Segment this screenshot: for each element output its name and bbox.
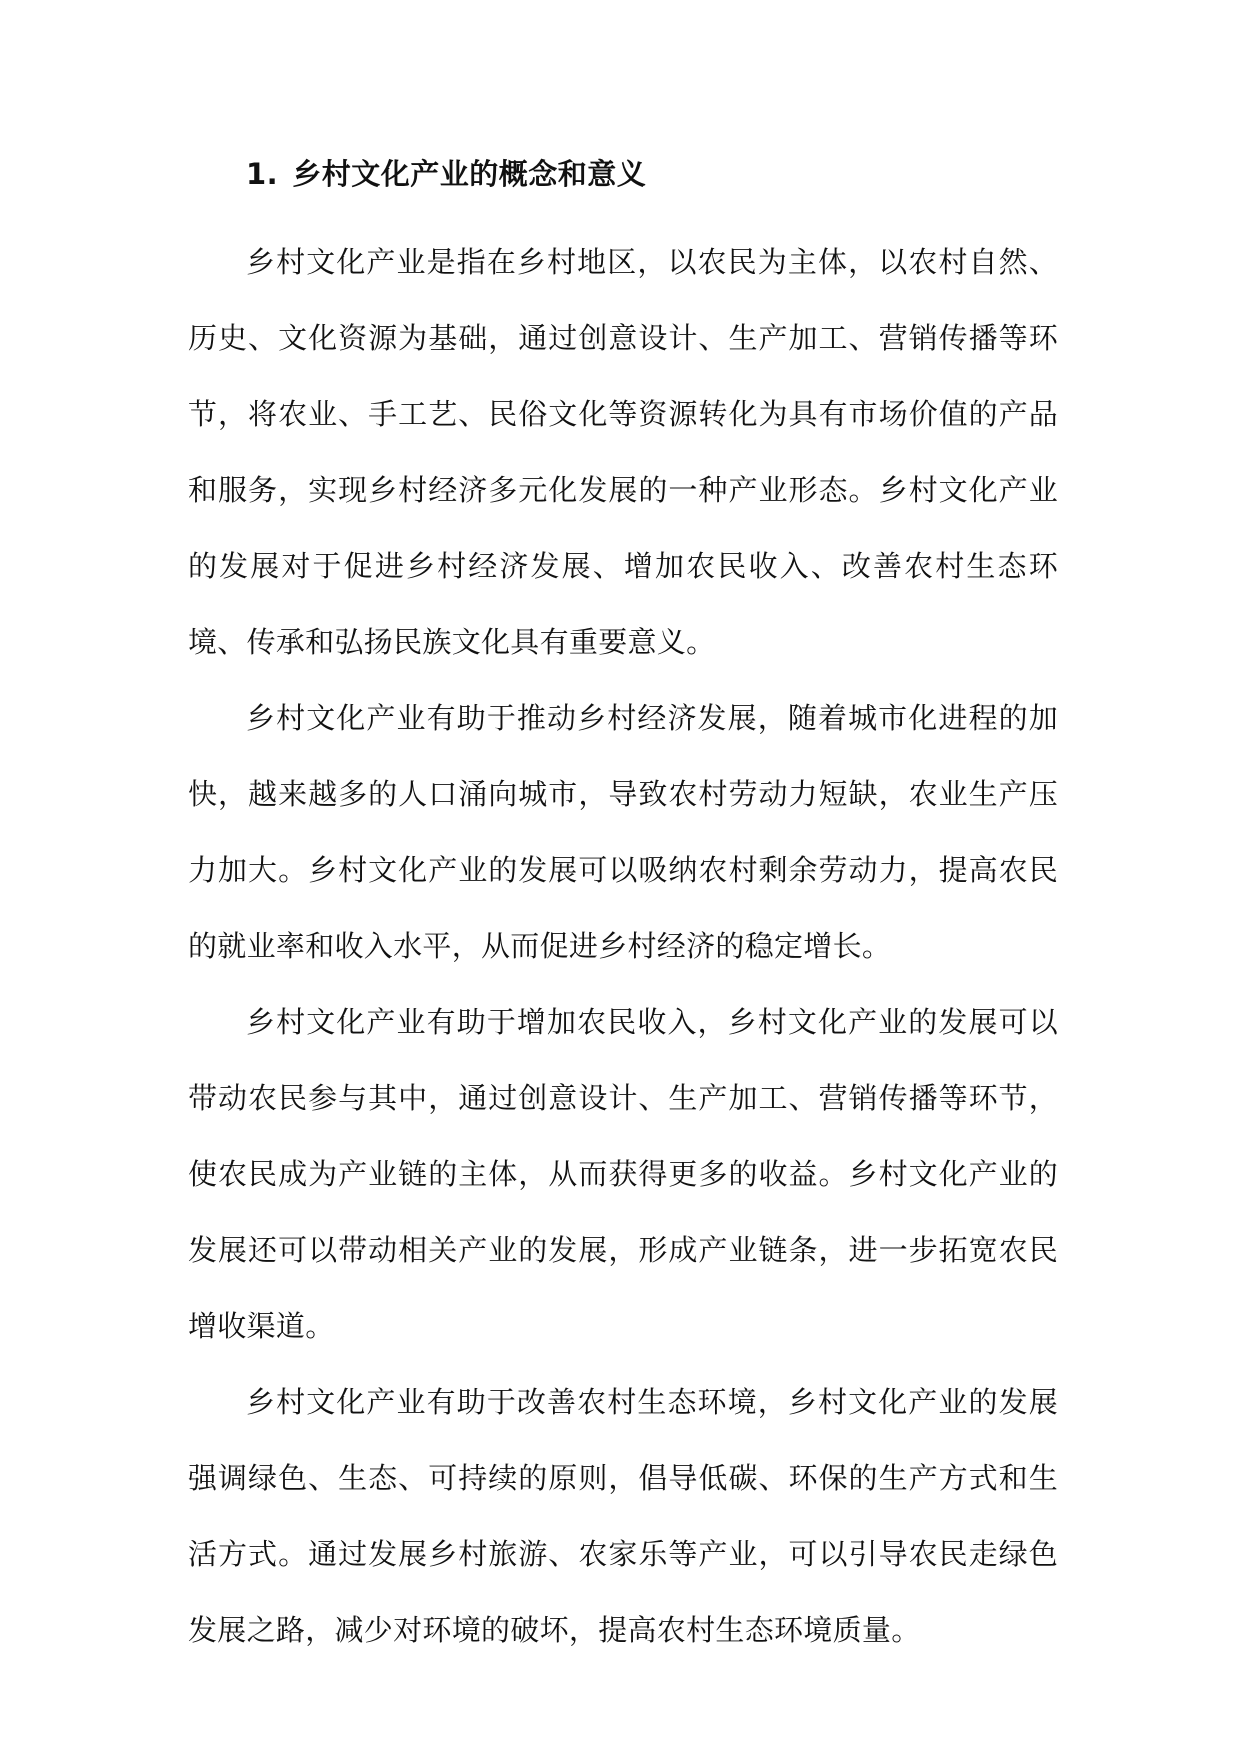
paragraph-income: 乡村文化产业有助于增加农民收入，乡村文化产业的发展可以带动农民参与其中，通过创意设计、生产加工、营销传播等环节，使农民成为产业链的主体，从而获得更多的收益。乡村文化产业的发展还可以带动相关产业的发展，形成产业链条，进一步拓宽农民增收渠道。 [188,1005,1058,1343]
paragraph-economy: 乡村文化产业有助于推动乡村经济发展，随着城市化进程的加快，越来越多的人口涌向城市，导致农村劳动力短缺，农业生产压力加大。乡村文化产业的发展可以吸纳农村剩余劳动力，提高农民的就业率和收入水平，从而促进乡村经济的稳定增长。 [188,701,1058,963]
section-title: 乡村文化产业的概念和意义 [292,157,647,191]
section-heading [188,148,1058,200]
section-number: 1. [246,157,279,191]
paragraph-concept: 乡村文化产业是指在乡村地区，以农民为主体，以农村自然、历史、文化资源为基础，通过创意设计、生产加工、营销传播等环节，将农业、手工艺、民俗文化等资源转化为具有市场价值的产品和服务，实现乡村经济多元化发展的一种产业形态。乡村文化产业的发展对于促进乡村经济发展、增加农民收入、改善农村生态环境、传承和弘扬民族文化具有重要意义。 [188,245,1058,659]
document-body [188,148,1058,1668]
paragraph-ecology: 乡村文化产业有助于改善农村生态环境，乡村文化产业的发展强调绿色、生态、可持续的原则，倡导低碳、环保的生产方式和生活方式。通过发展乡村旅游、农家乐等产业，可以引导农民走绿色发展之路，减少对环境的破坏，提高农村生态环境质量。 [188,1385,1058,1647]
